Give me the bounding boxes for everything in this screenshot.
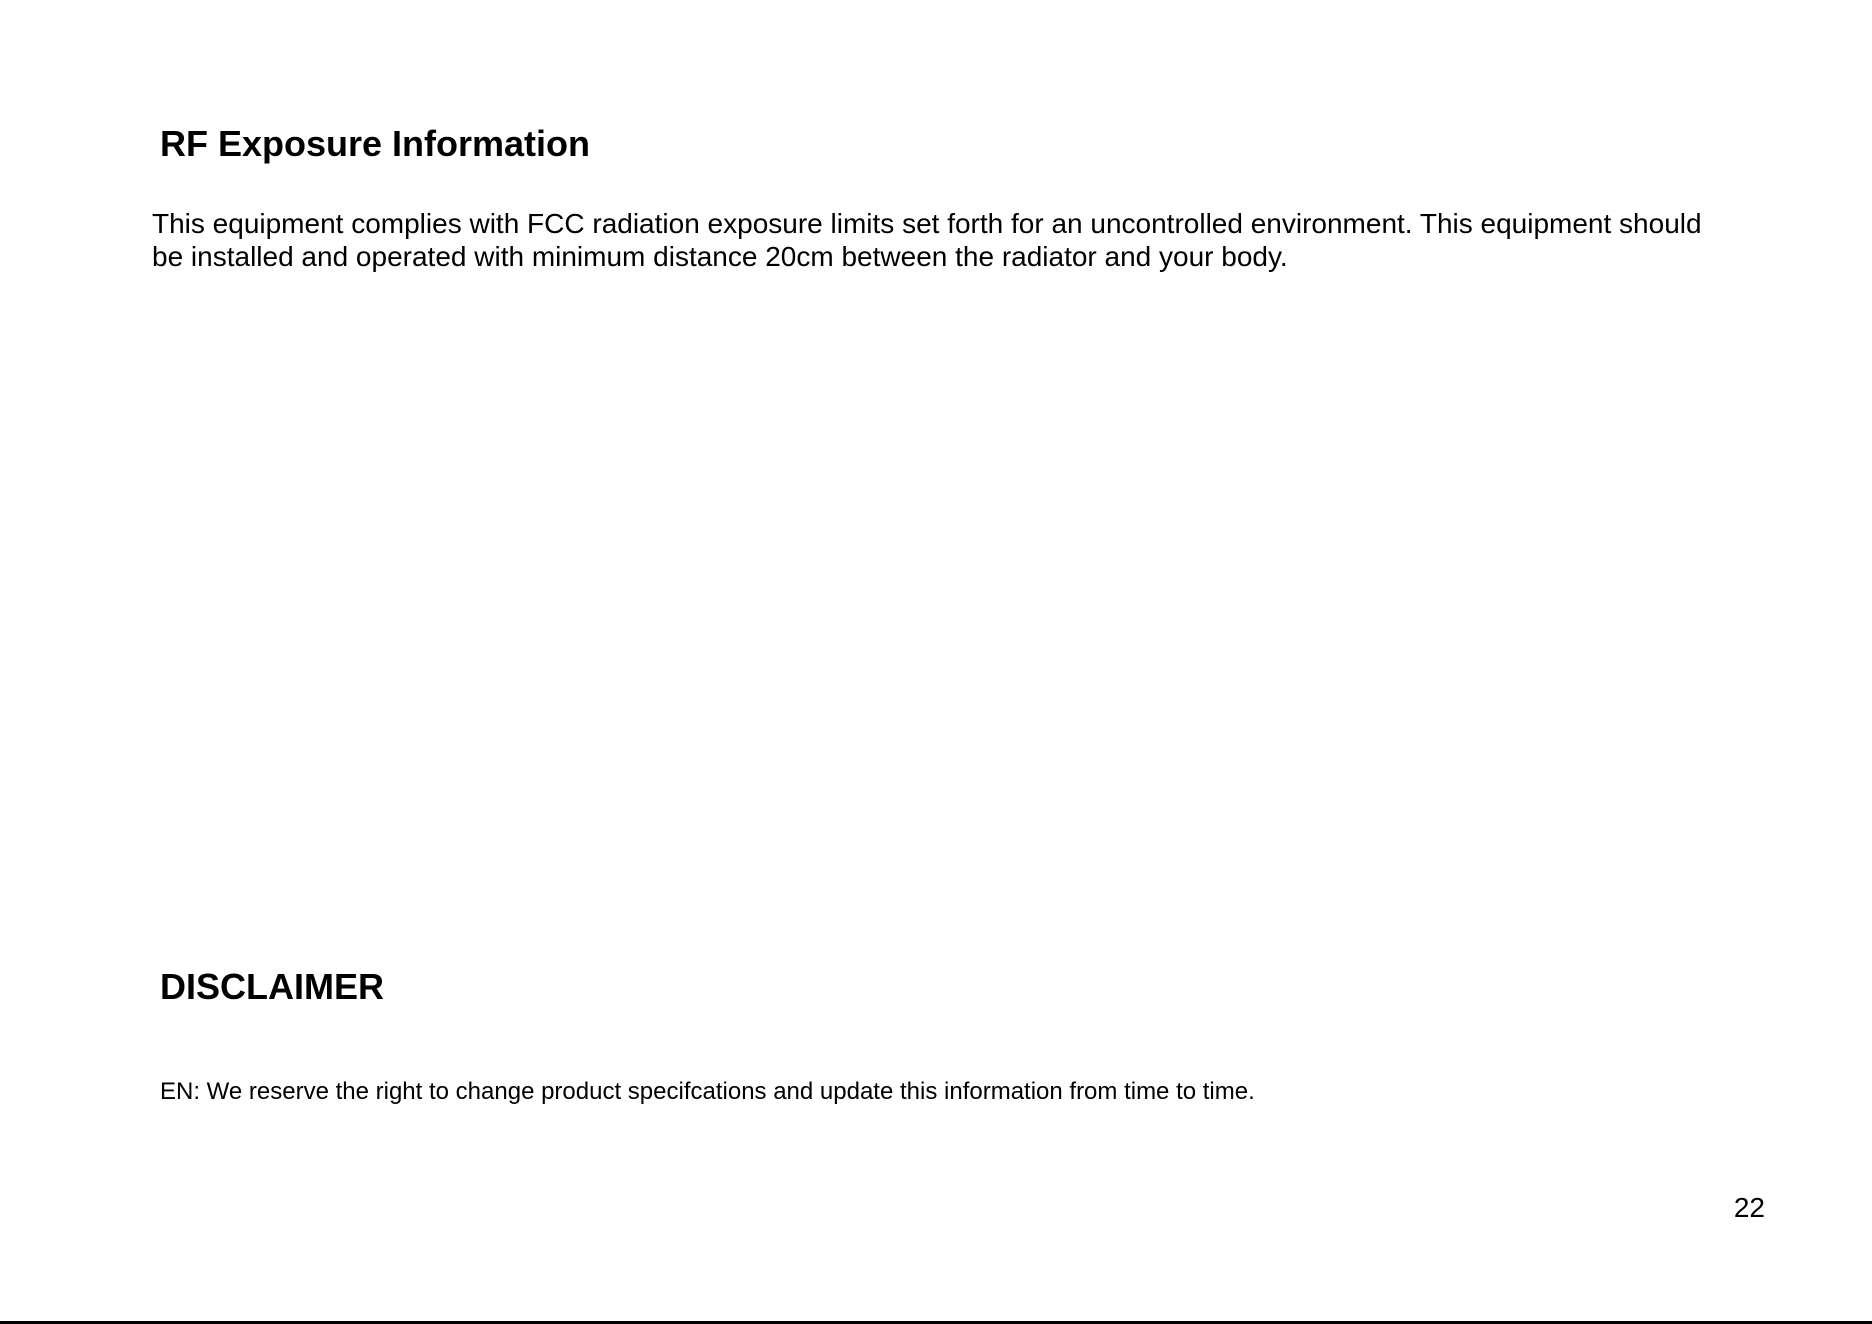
rf-exposure-paragraph (152, 207, 1792, 273)
rf-exposure-line-1: This equipment complies with FCC radiation exposure limits set forth for an uncontrolled environment. This equipment should (152, 208, 1702, 239)
rf-exposure-line-2: be installed and operated with minimum distance 20cm between the radiator and your body. (152, 241, 1288, 272)
disclaimer-heading: DISCLAIMER (160, 966, 384, 1007)
disclaimer-text: EN: We reserve the right to change product specifcations and update this information from time to time. (160, 1078, 1255, 1105)
rf-exposure-heading: RF Exposure Information (160, 123, 591, 164)
page-number: 22 (1733, 1192, 1765, 1223)
